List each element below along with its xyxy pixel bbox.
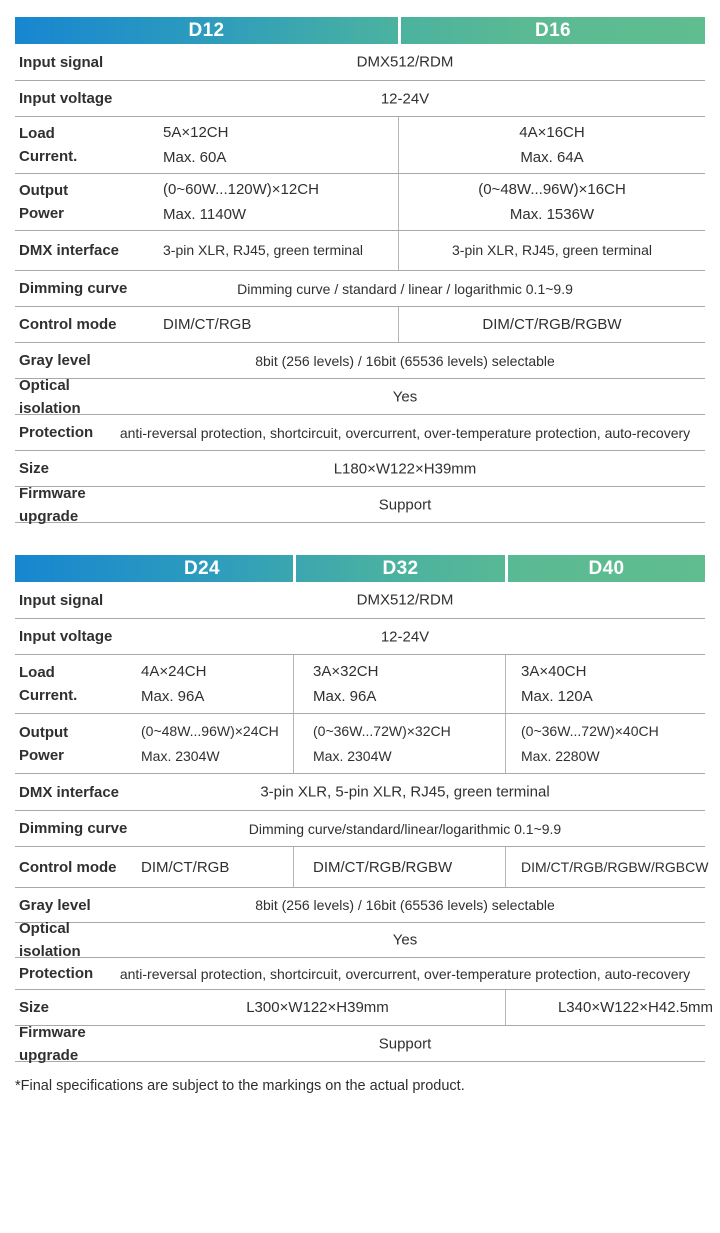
spec-value-d40: DIM/CT/RGB/RGBW/RGBCW [505,847,705,887]
spec-value: 12-24V [380,628,430,645]
row-control-mode [15,307,705,343]
row-protection [15,958,705,990]
spec-label: Protection [19,965,94,982]
spec-value-d40: L340×W122×H42.5mm [505,990,705,1025]
row-input-signal [15,44,705,81]
spec-value-d12: DIM/CT/RGB [163,316,252,333]
spec-value-d12: 3-pin XLR, RJ45, green terminal [163,242,363,258]
spec-value-d24: (0~48W...96W)×24CH Max. 2304W [141,722,279,764]
spec-value: 3-pin XLR, 5-pin XLR, RJ45, green terminal [260,783,550,801]
header-cell-d24 [15,555,293,582]
footnote: *Final specifications are subject to the markings on the actual product. [15,1078,465,1094]
row-optical-isolation [15,920,705,960]
spec-label: Size [19,460,50,477]
table1-header-row [15,17,705,44]
model-title-d16: D16 [534,19,572,41]
spec-label: Dimming curve [19,820,128,837]
spec-value: anti-reversal protection, shortcircuit, overcurrent, over-temperature protection, auto-recovery [119,965,691,982]
spec-value: Support [378,1035,432,1052]
spec-value-d12: (0~60W...120W)×12CH Max. 1140W [163,181,319,223]
spec-value: Support [378,496,432,513]
spec-label: Firmware upgrade [19,484,86,525]
row-input-signal [15,582,705,619]
spec-label: Optical isolation [19,920,81,960]
spec-value-d12: 5A×12CH Max. 60A [163,124,229,166]
spec-label: DMX interface [19,242,120,259]
spec-value: Dimming curve / standard / linear / logarithmic 0.1~9.9 [237,280,573,297]
row-firmware-upgrade [15,1023,705,1064]
spec-value-d16: 3-pin XLR, RJ45, green terminal [398,231,705,270]
row-dimming-curve [15,271,705,307]
spec-value-d32: 3A×32CH Max. 96A [293,655,505,713]
spec-value-d40: 3A×40CH Max. 120A [505,655,705,713]
spec-label: Gray level [19,352,91,369]
spec-value-d16: DIM/CT/RGB/RGBW [398,307,705,342]
spec-label: Dimming curve [19,280,128,297]
spec-value: DMX512/RDM [356,591,454,609]
model-title-d12: D12 [188,19,225,41]
spec-value-d24: 4A×24CH Max. 96A [141,663,207,705]
spec-value-d40: (0~36W...72W)×40CH Max. 2280W [505,714,705,773]
spec-value-d16: 4A×16CH Max. 64A [398,117,705,173]
spec-label: Optical isolation [19,376,81,417]
spec-value: L180×W122×H39mm [333,460,477,477]
row-control-mode [15,847,709,888]
spec-label: Input signal [19,53,104,71]
table2-header-row [15,555,705,582]
model-title-d24: D24 [183,557,221,579]
model-title-d32: D32 [382,557,419,579]
spec-label: Input signal [19,591,104,609]
spec-label: Control mode [19,316,117,333]
row-load-current [15,117,705,174]
spec-label: Load Current. [19,664,78,704]
header-cell-d12 [15,17,398,44]
row-dmx-interface [15,774,705,811]
spec-label: Control mode [19,858,117,876]
spec-value: Dimming curve/standard/linear/logarithmic 0.1~9.9 [248,820,562,837]
spec-table-d24-d32-d40 [15,555,714,1064]
row-optical-isolation [15,376,705,417]
spec-value: Yes [392,388,418,405]
row-load-current [15,655,705,714]
row-protection [15,415,705,451]
row-input-voltage [15,619,705,655]
spec-value-d32: DIM/CT/RGB/RGBW [293,847,505,887]
row-dimming-curve [15,811,705,847]
spec-label: Input voltage [19,628,113,645]
spec-label: Firmware upgrade [19,1023,86,1064]
row-input-voltage [15,81,705,117]
spec-table-d12-d16 [15,17,705,523]
spec-value: Yes [392,931,418,949]
spec-label: DMX interface [19,783,120,801]
header-cell-d32 [293,555,505,582]
spec-value: DMX512/RDM [356,53,454,71]
spec-value-d24: DIM/CT/RGB [141,858,230,876]
spec-value-d32: (0~36W...72W)×32CH Max. 2304W [293,714,505,773]
spec-value: 8bit (256 levels) / 16bit (65536 levels) selectable [255,897,555,913]
row-output-power [15,714,705,774]
spec-value: 12-24V [380,90,430,107]
spec-value-d16: (0~48W...96W)×16CH Max. 1536W [398,174,705,230]
spec-label: Input voltage [19,90,113,107]
header-cell-d16 [398,17,705,44]
row-dmx-interface [15,231,705,271]
spec-label: Output Power [19,182,69,222]
spec-value-d24-d32: L300×W122×H39mm [246,999,389,1016]
spec-value: 8bit (256 levels) / 16bit (65536 levels) selectable [255,352,555,369]
model-title-d40: D40 [588,557,625,579]
spec-label: Load Current. [19,125,78,165]
spec-label: Size [19,999,50,1016]
spec-value: anti-reversal protection, shortcircuit, overcurrent, over-temperature protection, auto-recovery [119,424,691,441]
spec-label: Protection [19,424,94,441]
spec-label: Output Power [19,723,69,764]
row-firmware-upgrade [15,484,705,525]
row-output-power [15,174,705,231]
header-cell-d40 [505,555,705,582]
spec-label: Gray level [19,896,91,914]
